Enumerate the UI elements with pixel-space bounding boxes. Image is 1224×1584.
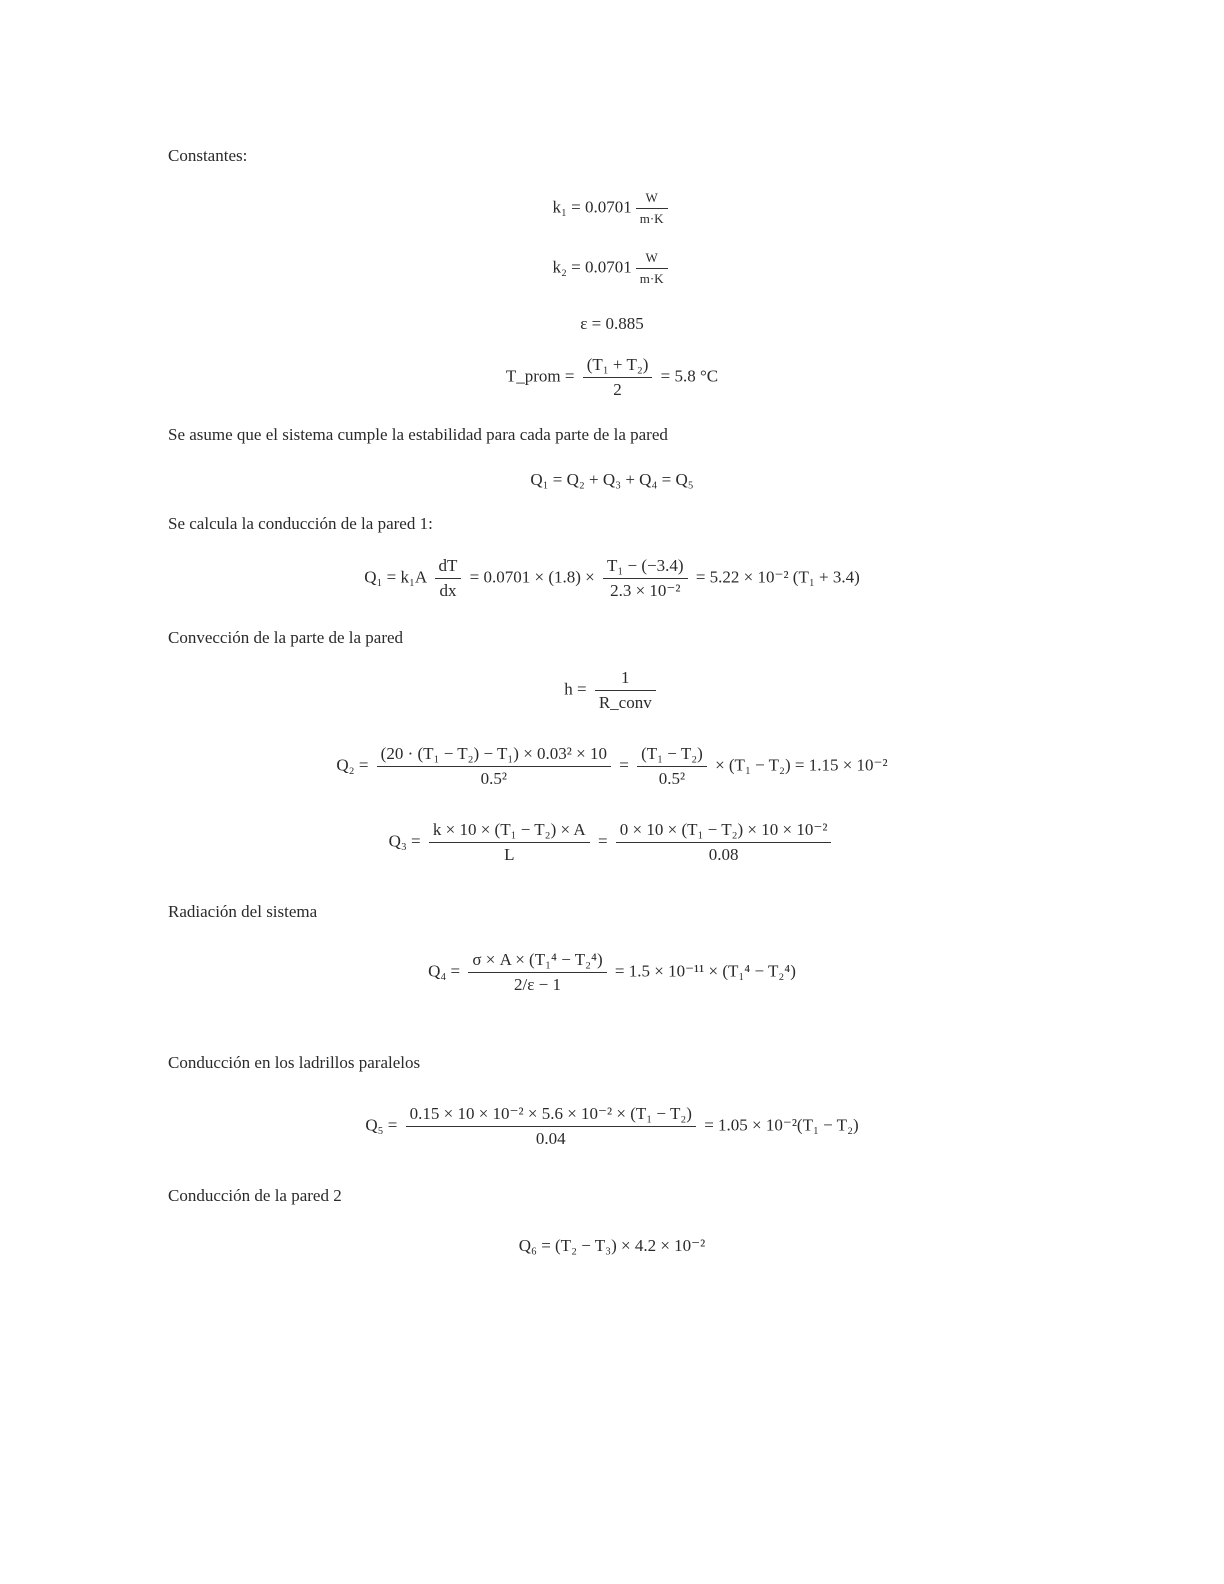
equation-tprom <box>0 355 1224 400</box>
equation-rhs: × (T₁ − T₂) = 1.15 × 10⁻² <box>710 755 888 775</box>
fraction-numerator: T₁ − (−3.4) <box>603 556 688 579</box>
fraction-numerator: (T₁ + T₂) <box>583 355 653 378</box>
equation-rhs: = 1.5 × 10⁻¹¹ × (T₁⁴ − T₂⁴) <box>610 961 796 981</box>
fraction <box>603 556 688 601</box>
fraction <box>406 1104 696 1149</box>
equation-q3 <box>0 820 1224 865</box>
fraction-numerator: (20 · (T₁ − T₂) − T₁) × 0.03² × 10 <box>377 744 611 767</box>
fraction-numerator: (T₁ − T₂) <box>637 744 707 767</box>
equation-emissivity: ε = 0.885 <box>580 314 644 333</box>
fraction-numerator: W <box>636 250 668 269</box>
fraction <box>468 950 606 995</box>
equation-h <box>0 668 1224 713</box>
fraction-denominator: L <box>504 845 515 864</box>
equation-rhs: = 1.05 × 10⁻²(T₁ − T₂) <box>699 1115 859 1135</box>
paragraph-conduction-wall1: Se calcula la conducción de la pared 1: <box>168 514 433 533</box>
paragraph-constants: Constantes: <box>168 146 248 165</box>
equation-lhs: Q₅ = <box>365 1115 402 1135</box>
paragraph-conduction-wall2: Conducción de la pared 2 <box>168 1186 342 1205</box>
fraction <box>595 668 656 713</box>
fraction-numerator: 1 <box>595 668 656 691</box>
paragraph-stability: Se asume que el sistema cumple la estabilidad para cada parte de la pared <box>168 425 668 444</box>
fraction <box>616 820 832 865</box>
fraction-denominator: 2 <box>613 380 622 399</box>
fraction-numerator: W <box>636 190 668 209</box>
equation-lhs: Q₂ = <box>336 755 373 775</box>
fraction-denominator: m·K <box>639 271 664 286</box>
fraction <box>583 355 653 400</box>
equation-middle: = <box>593 831 612 851</box>
equation-q5 <box>0 1104 1224 1149</box>
equation-k2 <box>0 250 1224 287</box>
equation-q1 <box>0 556 1224 601</box>
fraction-denominator: 0.08 <box>708 845 739 864</box>
fraction <box>377 744 611 789</box>
fraction <box>435 556 462 601</box>
equation-value: 0.0701 <box>584 257 632 277</box>
paragraph-radiation: Radiación del sistema <box>168 902 318 921</box>
fraction-numerator: k × 10 × (T₁ − T₂) × A <box>429 820 590 843</box>
paragraph-parallel-bricks: Conducción en los ladrillos paralelos <box>168 1053 421 1072</box>
equation-q6: Q₆ = (T₂ − T₃) × 4.2 × 10⁻² <box>518 1236 706 1255</box>
fraction-numerator: 0 × 10 × (T₁ − T₂) × 10 × 10⁻² <box>616 820 832 843</box>
fraction <box>429 820 590 865</box>
equation-lhs: Q₄ = <box>428 961 465 981</box>
fraction-numerator: 0.15 × 10 × 10⁻² × 5.6 × 10⁻² × (T₁ − T₂) <box>406 1104 696 1127</box>
fraction <box>636 190 668 227</box>
fraction-numerator: σ × A × (T₁⁴ − T₂⁴) <box>468 950 606 973</box>
equation-value: 0.0701 <box>584 197 632 217</box>
equation-lhs: Q₁ = k₁A <box>364 567 431 587</box>
fraction-denominator: m·K <box>639 211 664 226</box>
equation-lhs: k₂ = <box>552 257 585 277</box>
equation-energy-balance: Q₁ = Q₂ + Q₃ + Q₄ = Q₅ <box>530 470 694 489</box>
equation-lhs: Q₃ = <box>388 831 425 851</box>
fraction-numerator: dT <box>435 556 462 579</box>
equation-q4 <box>0 950 1224 995</box>
fraction-denominator: 2.3 × 10⁻² <box>610 581 681 600</box>
equation-middle: = <box>614 755 634 775</box>
fraction-denominator: 0.5² <box>658 769 686 788</box>
equation-k1 <box>0 190 1224 227</box>
fraction-denominator: 2/ε − 1 <box>514 975 561 994</box>
fraction-denominator: 0.04 <box>535 1129 566 1148</box>
fraction <box>636 250 668 287</box>
fraction <box>637 744 707 789</box>
equation-lhs: h = <box>564 679 591 699</box>
equation-middle: = 0.0701 × (1.8) × <box>465 567 599 587</box>
equation-lhs: T_prom = <box>505 366 579 386</box>
equation-q2 <box>0 744 1224 789</box>
fraction-denominator: 0.5² <box>480 769 507 788</box>
fraction-denominator: dx <box>439 581 457 600</box>
equation-rhs: = 5.8 °C <box>656 366 719 386</box>
equation-rhs: = 5.22 × 10⁻² (T₁ + 3.4) <box>691 567 860 587</box>
fraction-denominator: R_conv <box>598 693 652 712</box>
paragraph-convection: Convección de la parte de la pared <box>168 628 404 647</box>
equation-lhs: k₁ = <box>552 197 585 217</box>
